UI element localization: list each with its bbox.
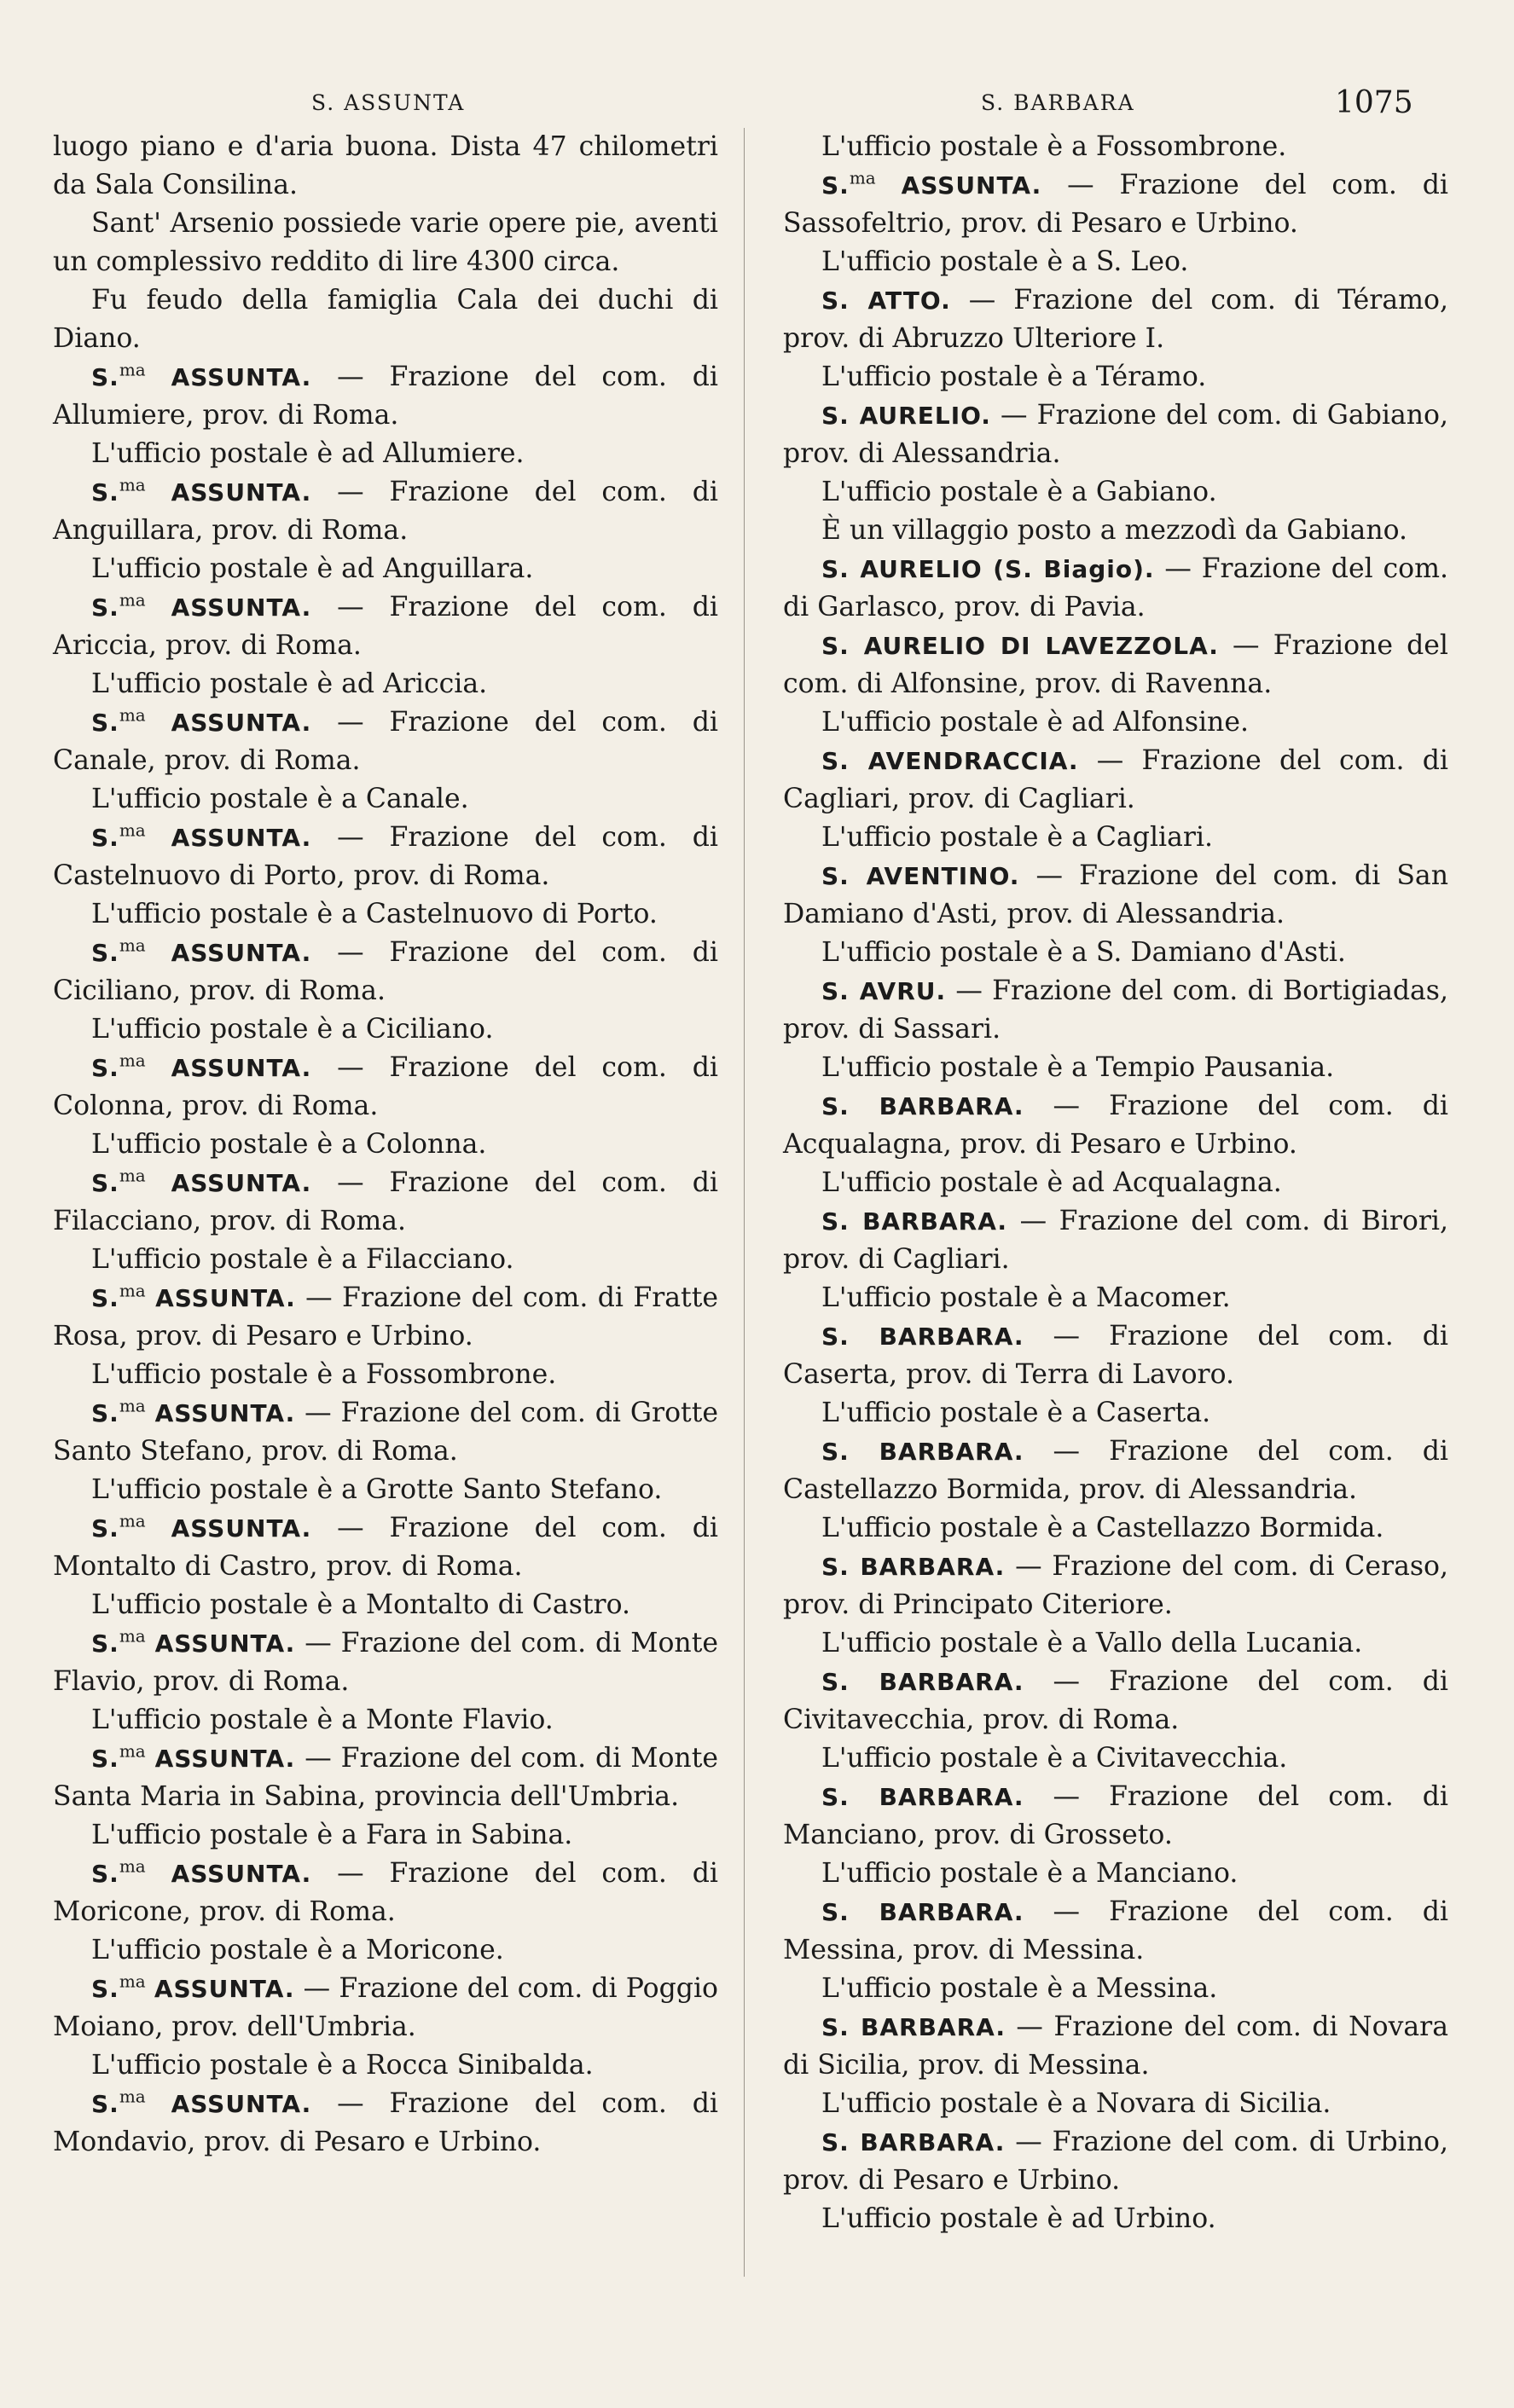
entry-superscript: ma [119,2086,146,2107]
entry-text: — Frazione del com. di Filacciano, prov. di Roma. [53,1167,718,1236]
entry-headword: AVRU. [859,977,947,1005]
entry-prefix: S. [91,939,119,967]
entry-headword: BARBARA. [879,1783,1024,1811]
paragraph: L'ufficio postale è ad Ariccia. [91,669,488,699]
entry-headword: ASSUNTA. [171,1514,312,1543]
gazetteer-entry [783,166,1448,243]
entry-superscript: ma [119,1855,146,1877]
entry-text: — Frazione del com. di Acqualagna, prov. di Pesaro e Urbino. [783,1091,1448,1160]
entry-superscript: ma [119,1740,146,1762]
entry-headword: ASSUNTA. [171,478,312,506]
gazetteer-entry [783,1893,1448,1970]
gazetteer-entry [53,934,718,1010]
entry-headword: ASSUNTA. [171,824,312,852]
entry-text: — Frazione del com. di Colonna, prov. di Roma. [53,1052,718,1121]
entry-headword: ASSUNTA. [901,171,1042,200]
entry-text: — Frazione del com. di Alfonsine, prov. di Ravenna. [783,630,1448,699]
left-running-head: S. ASSUNTA [311,90,466,115]
paragraph: L'ufficio postale è a Canale. [91,784,469,814]
entry-prefix: S. [821,171,850,200]
entry-headword: ATTO. [867,287,951,315]
entry-superscript: ma [119,704,146,726]
gazetteer-entry [53,1049,718,1126]
gazetteer-entry [783,1202,1448,1279]
paragraph: L'ufficio postale è a S. Damiano d'Asti. [821,937,1346,968]
entry-text: — Frazione del com. di Gabiano, prov. di Alessandria. [783,400,1448,469]
entry-headword: BARBARA. [879,1438,1024,1466]
paragraph: L'ufficio postale è a Novara di Sicilia. [821,2088,1331,2119]
paragraph: L'ufficio postale è a Gabiano. [821,477,1217,507]
entry-superscript: ma [119,1280,146,1301]
entry-prefix: S. [91,1629,119,1658]
entry-headword: BARBARA. [879,1898,1024,1926]
entry-prefix: S. [821,1207,863,1236]
entry-superscript: ma [119,1510,146,1531]
entry-text: — Frazione del com. di Novara di Sicilia, prov. di Messina. [783,2011,1448,2081]
entry-superscript: ma [119,359,146,380]
entry-prefix: S. [821,977,860,1005]
entry-headword: BARBARA. [879,1323,1024,1351]
entry-prefix: S. [91,1399,119,1427]
entry-prefix: S. [821,287,868,315]
paragraph: L'ufficio postale è a Civitavecchia. [821,1743,1288,1774]
paragraph: L'ufficio postale è a Castelnuovo di Porto. [91,899,658,929]
entry-text: — Frazione del com. di Ceraso, prov. di Principato Citeriore. [783,1551,1448,1620]
entry-text: — Frazione del com. di Ariccia, prov. di Roma. [53,592,718,661]
entry-prefix: S. [821,862,867,890]
paragraph: L'ufficio postale è a Messina. [821,1973,1218,2004]
paragraph: L'ufficio postale è a Colonna. [91,1129,487,1160]
entry-text: — Frazione del com. di Allumiere, prov. di Roma. [53,362,718,431]
entry-prefix: S. [821,555,861,583]
gazetteer-entry [53,358,718,435]
entry-prefix: S. [821,402,860,430]
entry-text: — Frazione del com. di Cagliari, prov. di Cagliari. [783,745,1448,814]
entry-text: — Frazione del com. di Bortigiadas, prov. di Sassari. [783,975,1448,1045]
entry-text: — Frazione del com. di Grotte Santo Stefano, prov. di Roma. [53,1398,718,1467]
entry-prefix: S. [821,1783,879,1811]
entry-text: — Frazione del com. di Urbino, prov. di Pesaro e Urbino. [783,2127,1448,2196]
gazetteer-entry [783,742,1448,819]
paragraph: L'ufficio postale è a Téramo. [821,362,1207,392]
entry-superscript: ma [119,819,146,841]
paragraph: L'ufficio postale è ad Urbino. [821,2203,1216,2234]
entry-prefix: S. [821,1092,879,1120]
entry-text: — Frazione del com. di Birori, prov. di Cagliari. [783,1206,1448,1275]
entry-text: — Frazione del com. di Caserta, prov. di Terra di Lavoro. [783,1321,1448,1390]
gazetteer-entry [783,550,1448,627]
entry-prefix: S. [821,1898,879,1926]
gazetteer-entry [783,397,1448,473]
continued-paragraph: luogo piano e d'aria buona. Dista 47 chilometri da Sala Consilina. [53,131,718,200]
running-header [0,85,1514,119]
entry-headword: ASSUNTA. [171,709,312,737]
entry-superscript: ma [119,1050,146,1071]
entry-superscript: ma [119,474,146,495]
gazetteer-entry [53,2085,718,2162]
paragraph: L'ufficio postale è ad Anguillara. [91,553,534,584]
gazetteer-entry [783,1317,1448,1394]
entry-text: — Frazione del com. di Fratte Rosa, prov. di Pesaro e Urbino. [53,1282,718,1352]
paragraph: L'ufficio postale è a Moricone. [91,1935,504,1965]
paragraph: L'ufficio postale è a Filacciano. [91,1244,514,1275]
entry-headword: ASSUNTA. [154,1975,295,2003]
entry-text: — Frazione del com. di Moricone, prov. di Roma. [53,1858,718,1927]
entry-prefix: S. [91,593,119,622]
gazetteer-entry [783,627,1448,703]
entry-headword: BARBARA. [860,1553,1006,1581]
entry-prefix: S. [91,478,119,506]
entry-prefix: S. [821,2128,861,2156]
entry-prefix: S. [821,1553,861,1581]
entry-headword: ASSUNTA. [154,1629,296,1658]
paragraph: L'ufficio postale è a Fossombrone. [91,1359,557,1390]
gazetteer-entry [53,1394,718,1471]
entry-headword: ASSUNTA. [171,1860,312,1888]
entry-headword: ASSUNTA. [171,2090,312,2118]
gazetteer-entry [783,2008,1448,2085]
gazetteer-entry [53,1855,718,1931]
entry-headword: BARBARA. [862,1207,1008,1236]
gazetteer-entry [53,1164,718,1241]
right-column [783,128,1448,2238]
paragraph: Fu feudo della famiglia Cala dei duchi di Diano. [53,285,718,354]
paragraph: L'ufficio postale è ad Allumiere. [91,438,525,469]
gazetteer-entry [783,1663,1448,1739]
entry-superscript: ma [119,1625,146,1647]
paragraph: L'ufficio postale è a Tempio Pausania. [821,1052,1335,1083]
paragraph: L'ufficio postale è ad Acqualagna. [821,1167,1282,1198]
entry-prefix: S. [91,709,119,737]
entry-headword: ASSUNTA. [171,1169,312,1197]
entry-text: — Frazione del com. di Poggio Moiano, prov. dell'Umbria. [53,1973,719,2042]
entry-prefix: S. [821,632,864,660]
paragraph: Sant' Arsenio possiede varie opere pie, aventi un complessivo reddito di lire 4300 circa. [53,208,718,277]
paragraph: L'ufficio postale è a Caserta. [821,1398,1211,1428]
entry-prefix: S. [91,824,119,852]
paragraph: L'ufficio postale è a Cagliari. [821,822,1214,853]
entry-prefix: S. [91,2090,119,2118]
entry-prefix: S. [91,363,119,391]
entry-headword: ASSUNTA. [171,363,312,391]
entry-headword: BARBARA. [879,1092,1024,1120]
gazetteer-entry [53,1279,718,1356]
entry-text: — Frazione del com. di Messina, prov. di Messina. [783,1896,1448,1965]
entry-headword: AURELIO DI LAVEZZOLA. [863,632,1219,660]
entry-prefix: S. [821,2013,861,2041]
paragraph: L'ufficio postale è a Fara in Sabina. [91,1820,573,1850]
entry-superscript: ma [119,935,146,956]
entry-text: — Frazione del com. di Monte Santa Maria in Sabina, provincia dell'Umbria. [53,1743,718,1812]
paragraph: L'ufficio postale è a S. Leo. [821,246,1189,277]
entry-text: — Frazione del com. di Castellazzo Bormida, prov. di Alessandria. [783,1436,1448,1505]
entry-headword: ASSUNTA. [171,939,312,967]
entry-text: — Frazione del com. di Monte Flavio, prov. di Roma. [53,1628,718,1697]
entry-prefix: S. [821,747,868,775]
entry-headword: BARBARA. [879,1668,1024,1696]
paragraph: L'ufficio postale è a Fossombrone. [821,131,1287,162]
entry-superscript: ma [119,1165,146,1186]
paragraph: È un villaggio posto a mezzodì da Gabiano. [821,515,1408,546]
gazetteer-entry [783,1087,1448,1164]
entry-text: — Frazione del com. di Sassofeltrio, prov. di Pesaro e Urbino. [783,170,1448,239]
entry-prefix: S. [821,1668,879,1696]
gazetteer-entry [783,281,1448,358]
entry-text: — Frazione del com. di Manciano, prov. di Grosseto. [783,1781,1448,1850]
paragraph: L'ufficio postale è a Monte Flavio. [91,1705,554,1735]
gazetteer-entry [783,1778,1448,1855]
paragraph: L'ufficio postale è a Ciciliano. [91,1014,494,1045]
entry-text: — Frazione del com. di Garlasco, prov. di Pavia. [783,553,1448,622]
entry-prefix: S. [91,1054,119,1082]
paragraph: L'ufficio postale è a Rocca Sinibalda. [91,2050,594,2081]
entry-headword: BARBARA. [860,2128,1006,2156]
paragraph: L'ufficio postale è a Castellazzo Bormida. [821,1513,1384,1543]
gazetteer-entry [53,473,718,550]
entry-headword: BARBARA. [861,2013,1006,2041]
entry-prefix: S. [821,1323,879,1351]
gazetteer-entry [53,703,718,780]
entry-text: — Frazione del com. di Montalto di Castro, prov. di Roma. [53,1513,718,1582]
right-running-head: S. BARBARA [981,90,1135,115]
entry-headword: ASSUNTA. [154,1745,296,1773]
entry-text: — Frazione del com. di Mondavio, prov. di Pesaro e Urbino. [53,2088,718,2157]
gazetteer-entry [53,819,718,895]
entry-text: — Frazione del com. di Anguillara, prov. di Roma. [53,477,718,546]
entry-prefix: S. [91,1169,119,1197]
entry-superscript: ma [849,167,876,188]
left-column [53,128,718,2162]
entry-superscript: ma [119,1971,146,1992]
gazetteer-entry [53,1739,718,1816]
entry-text: — Frazione del com. di Castelnuovo di Porto, prov. di Roma. [53,822,718,891]
column-divider [744,128,745,2277]
entry-superscript: ma [119,1395,146,1416]
entry-headword: AURELIO (S. Biagio). [860,555,1155,583]
entry-headword: ASSUNTA. [171,1054,312,1082]
entry-headword: AURELIO. [859,402,991,430]
entry-headword: ASSUNTA. [155,1284,296,1312]
entry-text: — Frazione del com. di Téramo, prov. di Abruzzo Ulteriore I. [783,285,1448,354]
gazetteer-entry [783,1548,1448,1624]
entry-text: — Frazione del com. di Canale, prov. di Roma. [53,707,718,776]
entry-headword: AVENTINO. [866,862,1020,890]
paragraph: L'ufficio postale è a Vallo della Lucania. [821,1628,1363,1658]
entry-headword: AVENDRACCIA. [867,747,1079,775]
paragraph: L'ufficio postale è a Montalto di Castro. [91,1589,631,1620]
entry-prefix: S. [91,1514,119,1543]
entry-prefix: S. [91,1745,119,1773]
gazetteer-entry [53,1624,718,1701]
entry-prefix: S. [91,1284,119,1312]
entry-prefix: S. [91,1860,119,1888]
gazetteer-entry [783,1433,1448,1509]
paragraph: L'ufficio postale è ad Alfonsine. [821,707,1250,738]
gazetteer-entry [53,1509,718,1586]
gazetteer-entry [783,857,1448,934]
paragraph: L'ufficio postale è a Manciano. [821,1858,1238,1889]
gazetteer-entry [783,972,1448,1049]
entry-headword: ASSUNTA. [154,1399,296,1427]
entry-superscript: ma [119,589,146,611]
gazetteer-entry [53,588,718,665]
entry-prefix: S. [821,1438,879,1466]
page-number: 1075 [1335,85,1413,120]
entry-text: — Frazione del com. di San Damiano d'Asti, prov. di Alessandria. [783,860,1448,929]
entry-text: — Frazione del com. di Ciciliano, prov. di Roma. [53,937,718,1006]
gazetteer-entry [53,1970,718,2046]
paragraph: L'ufficio postale è a Macomer. [821,1282,1231,1313]
gazetteer-entry [783,2123,1448,2200]
entry-prefix: S. [91,1975,119,2003]
paragraph: L'ufficio postale è a Grotte Santo Stefano. [91,1474,663,1505]
entry-text: — Frazione del com. di Civitavecchia, prov. di Roma. [783,1666,1448,1735]
entry-headword: ASSUNTA. [171,593,312,622]
